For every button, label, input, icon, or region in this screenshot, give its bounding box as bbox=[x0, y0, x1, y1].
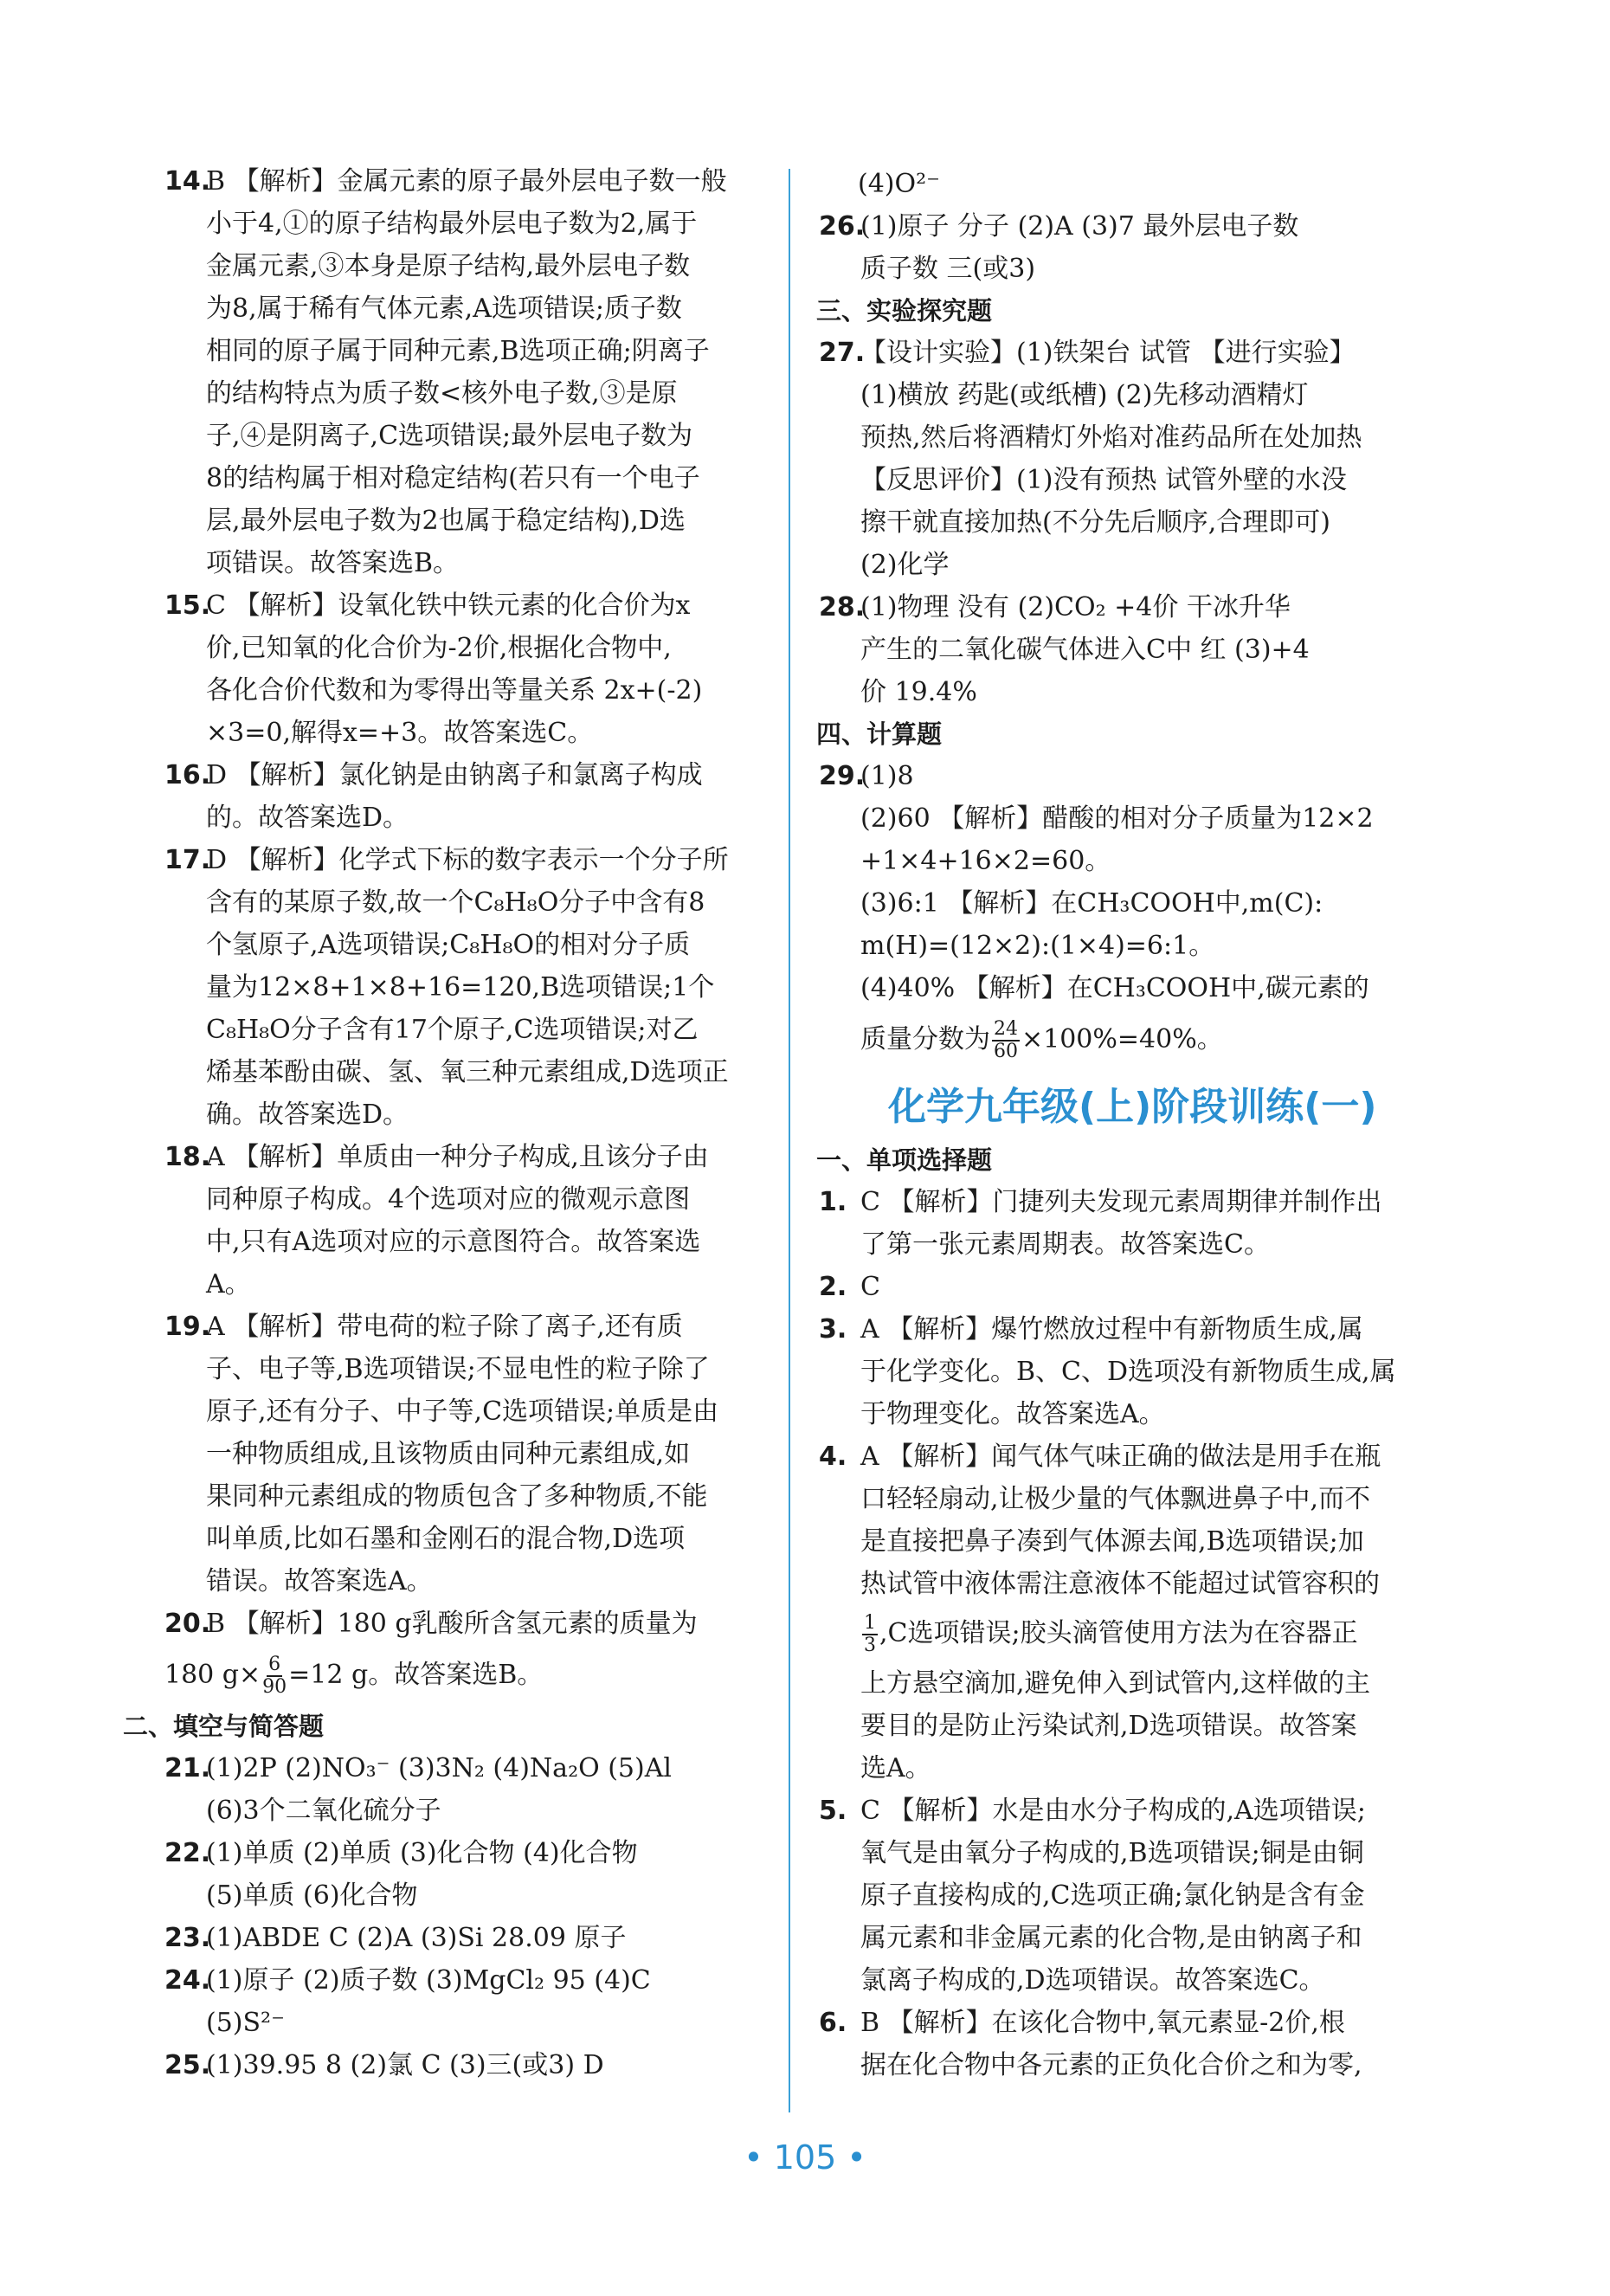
answer-line: ×3=0,解得x=+3。故答案选C。 bbox=[206, 718, 594, 748]
answer-line: (1)物理 没有 (2)CO₂ +4价 干冰升华 bbox=[860, 592, 1291, 622]
answer-line: B 【解析】在该化合物中,氧元素显-2价,根 bbox=[860, 2008, 1345, 2038]
answer-line: 项错误。故答案选B。 bbox=[206, 548, 460, 578]
answer-line: D 【解析】化学式下标的数字表示一个分子所 bbox=[206, 845, 729, 875]
answer-line: 了第一张元素周期表。故答案选C。 bbox=[860, 1229, 1270, 1260]
answer-line: C bbox=[860, 1272, 880, 1302]
item-number: 1. bbox=[819, 1187, 847, 1217]
answer-line: C 【解析】门捷列夫发现元素周期律并制作出 bbox=[860, 1187, 1382, 1217]
answer-line: 于化学变化。B、C、D选项没有新物质生成,属 bbox=[860, 1357, 1396, 1387]
item-number: 6. bbox=[819, 2008, 847, 2038]
item-number: 26. bbox=[819, 211, 866, 242]
left-column bbox=[123, 160, 762, 2086]
choice-answer-list-b bbox=[819, 1790, 1459, 2086]
answer-line: (1)横放 药匙(或纸槽) (2)先移动酒精灯 bbox=[860, 380, 1309, 410]
item-number: 14. bbox=[164, 166, 211, 197]
item-number: 2. bbox=[819, 1272, 847, 1302]
answer-line: (2)化学 bbox=[860, 550, 950, 580]
answer-item bbox=[164, 754, 762, 839]
item-number: 17. bbox=[164, 845, 211, 875]
answer-line: A 【解析】单质由一种分子构成,且该分子由 bbox=[206, 1142, 709, 1172]
section-heading-calculation: 四、计算题 bbox=[816, 719, 943, 749]
answer-line: 确。故答案选D。 bbox=[206, 1100, 409, 1130]
answer-line: 一种物质组成,且该物质由同种元素组成,如 bbox=[206, 1439, 691, 1469]
answer-continuation: (4)O²⁻ bbox=[858, 169, 940, 199]
answer-line: m(H)=(12×2):(1×4)=6:1。 bbox=[860, 931, 1215, 961]
answer-line: 质子数 三(或3) bbox=[860, 254, 1036, 284]
answer-line: (1)原子 分子 (2)A (3)7 最外层电子数 bbox=[860, 211, 1299, 242]
answer-item-20 bbox=[164, 1603, 762, 1706]
fill-in-answer-list bbox=[164, 1747, 762, 2086]
calculation-answer-list bbox=[819, 755, 1459, 1009]
answer-line: 价 19.4% bbox=[860, 677, 977, 707]
answer-line: 中,只有A选项对应的示意图符合。故答案选 bbox=[206, 1227, 701, 1257]
answer-item bbox=[164, 1747, 762, 1832]
answer-line: (4)40% 【解析】在CH₃COOH中,碳元素的 bbox=[860, 973, 1369, 1003]
item-number: 29. bbox=[819, 761, 866, 791]
answer-item bbox=[819, 1266, 1459, 1308]
answer-line: 口轻轻扇动,让极少量的气体飘进鼻子中,而不 bbox=[860, 1484, 1371, 1514]
answer-item bbox=[819, 1181, 1459, 1266]
answer-line: 含有的某原子数,故一个C₈H₈O分子中含有8 bbox=[206, 887, 705, 918]
right-answer-list-a bbox=[819, 205, 1459, 290]
section-heading-experiment: 三、实验探究题 bbox=[816, 296, 993, 326]
answer-item bbox=[164, 1306, 762, 1603]
answer-line: 个氢原子,A选项错误;C₈H₈O的相对分子质 bbox=[206, 930, 691, 960]
answer-item bbox=[819, 332, 1459, 586]
stage-training-title: 化学九年级(上)阶段训练(一) bbox=[888, 1085, 1377, 1129]
fraction: $\frac{6}{90}$ bbox=[262, 1654, 287, 1698]
answer-line: 氯离子构成的,D选项错误。故答案选C。 bbox=[860, 1965, 1325, 1996]
answer-item bbox=[164, 1136, 762, 1306]
answer-line: A。 bbox=[206, 1269, 251, 1300]
answer-line: (1)2P (2)NO₃⁻ (3)3N₂ (4)Na₂O (5)Al bbox=[206, 1753, 672, 1783]
answer-line: B 【解析】金属元素的原子最外层电子数一般 bbox=[206, 166, 727, 197]
answer-line: 价,已知氧的化合价为-2价,根据化合物中, bbox=[206, 633, 672, 663]
answer-line: 的结构特点为质子数<核外电子数,③是原 bbox=[206, 378, 678, 409]
item-number: 23. bbox=[164, 1923, 211, 1953]
answer-line: (1)8 bbox=[860, 761, 914, 791]
answer-line: 于物理变化。故答案选A。 bbox=[860, 1399, 1165, 1429]
answer-item-4 bbox=[819, 1435, 1459, 1790]
answer-line: 各化合价代数和为零得出等量关系 2x+(-2) bbox=[206, 675, 703, 706]
answer-line: (1)单质 (2)单质 (3)化合物 (4)化合物 bbox=[206, 1838, 638, 1868]
answer-line: (6)3个二氧化硫分子 bbox=[206, 1796, 441, 1826]
answer-line: C₈H₈O分子含有17个原子,C选项错误;对乙 bbox=[206, 1015, 699, 1045]
answer-line: 要目的是防止污染试剂,D选项错误。故答案 bbox=[860, 1711, 1357, 1741]
fraction: $\frac{24}{60}$ bbox=[994, 1018, 1018, 1062]
answer-item bbox=[819, 586, 1459, 713]
answer-line: A 【解析】爆竹燃放过程中有新物质生成,属 bbox=[860, 1314, 1363, 1345]
answer-item bbox=[819, 205, 1459, 290]
item-number: 5. bbox=[819, 1796, 847, 1826]
answer-line: 据在化合物中各元素的正负化合价之和为零, bbox=[860, 2050, 1362, 2080]
answer-line: 热试管中液体需注意液体不能超过试管容积的 bbox=[860, 1569, 1380, 1599]
item-number: 27. bbox=[819, 338, 866, 368]
answer-item bbox=[819, 1308, 1459, 1435]
answer-line: 的。故答案选D。 bbox=[206, 803, 409, 833]
item-number: 15. bbox=[164, 590, 211, 621]
item-number: 4. bbox=[819, 1441, 847, 1472]
answer-line: 产生的二氧化碳气体进入C中 红 (3)+4 bbox=[860, 635, 1310, 665]
answer-line: 同种原子构成。4个选项对应的微观示意图 bbox=[206, 1184, 691, 1215]
item-number: 22. bbox=[164, 1838, 211, 1868]
answer-line: (5)S²⁻ bbox=[206, 2008, 285, 2038]
fraction: $\frac{1}{3}$ bbox=[864, 1612, 876, 1656]
answer-line: A 【解析】带电荷的粒子除了离子,还有质 bbox=[206, 1312, 683, 1342]
answer-line: (5)单质 (6)化合物 bbox=[206, 1880, 418, 1911]
answer-line: 8的结构属于相对稳定结构(若只有一个电子 bbox=[206, 463, 700, 493]
section-heading-fill-in: 二、填空与简答题 bbox=[123, 1712, 325, 1741]
answer-line: 为8,属于稀有气体元素,A选项错误;质子数 bbox=[206, 293, 682, 324]
answer-line: (3)6:1 【解析】在CH₃COOH中,m(C): bbox=[860, 888, 1323, 919]
answer-line: D 【解析】氯化钠是由钠离子和氯离子构成 bbox=[206, 760, 703, 790]
answer-line: 层,最外层电子数为2也属于稳定结构),D选 bbox=[206, 506, 686, 536]
section-heading-single-choice: 一、单项选择题 bbox=[816, 1145, 993, 1175]
answer-item bbox=[164, 160, 762, 584]
answer-line: 子、电子等,B选项错误;不显电性的粒子除了 bbox=[206, 1354, 710, 1384]
answer-line: 果同种元素组成的物质包含了多种物质,不能 bbox=[206, 1481, 708, 1512]
experiment-answer-list bbox=[819, 332, 1459, 713]
answer-line: 量为12×8+1×8+16=120,B选项错误;1个 bbox=[206, 972, 715, 1003]
answer-line: (1)ABDE C (2)A (3)Si 28.09 原子 bbox=[206, 1923, 627, 1953]
right-column bbox=[816, 163, 1459, 2086]
answer-line: 【设计实验】(1)铁架台 试管 【进行实验】 bbox=[860, 338, 1356, 368]
answer-line: 原子直接构成的,C选项正确;氯化钠是含有金 bbox=[860, 1880, 1365, 1911]
answer-item bbox=[819, 1790, 1459, 2002]
item-number: 21. bbox=[164, 1753, 211, 1783]
answer-item bbox=[164, 2044, 762, 2086]
answer-line: (1)39.95 8 (2)氯 C (3)三(或3) D bbox=[206, 2050, 604, 2080]
answer-item bbox=[164, 1959, 762, 2044]
answer-item bbox=[819, 2002, 1459, 2086]
answer-item bbox=[164, 584, 762, 754]
answer-line: 错误。故答案选A。 bbox=[206, 1566, 433, 1596]
page-number: • 105 • bbox=[744, 2138, 866, 2177]
answer-item bbox=[164, 839, 762, 1136]
answer-line: A 【解析】闻气体气味正确的做法是用手在瓶 bbox=[860, 1441, 1381, 1472]
column-divider bbox=[789, 169, 790, 2112]
answer-line: +1×4+16×2=60。 bbox=[860, 846, 1111, 876]
answer-line: 相同的原子属于同种元素,B选项正确;阴离子 bbox=[206, 336, 710, 366]
answer-line: C 【解析】水是由水分子构成的,A选项错误; bbox=[860, 1796, 1366, 1826]
answer-line: 属元素和非金属元素的化合物,是由钠离子和 bbox=[860, 1923, 1362, 1953]
answer-line-fraction: 180 g× $\frac{6}{90}$ =12 g。故答案选B。 bbox=[164, 1654, 544, 1698]
answer-line: (1)原子 (2)质子数 (3)MgCl₂ 95 (4)C bbox=[206, 1965, 651, 1996]
answer-line: 氧气是由氧分子构成的,B选项错误;铜是由铜 bbox=[860, 1838, 1364, 1868]
item-number: 18. bbox=[164, 1142, 211, 1172]
item-number: 19. bbox=[164, 1312, 211, 1342]
answer-line-fraction: $\frac{1}{3}$ ,C选项错误;胶头滴管使用方法为在容器正 bbox=[864, 1612, 1358, 1656]
left-question-list bbox=[164, 160, 762, 1603]
answer-line: 烯基苯酚由碳、氢、氧三种元素组成,D选项正 bbox=[206, 1057, 729, 1087]
answer-line: 预热,然后将酒精灯外焰对准药品所在处加热 bbox=[860, 422, 1362, 453]
answer-fraction-line: 质量分数为 $\frac{24}{60}$ ×100%=40%。 bbox=[860, 1018, 1223, 1062]
answer-line: C 【解析】设氧化铁中铁元素的化合价为x bbox=[206, 590, 691, 621]
item-number: 24. bbox=[164, 1965, 211, 1996]
answer-line: 擦干就直接加热(不分先后顺序,合理即可) bbox=[860, 507, 1330, 538]
answer-line: 小于4,①的原子结构最外层电子数为2,属于 bbox=[206, 209, 698, 239]
item-number: 16. bbox=[164, 760, 211, 790]
item-number: 28. bbox=[819, 592, 866, 622]
answer-item bbox=[164, 1917, 762, 1959]
answer-item bbox=[164, 1832, 762, 1917]
answer-item bbox=[819, 755, 1459, 1009]
answer-line: 子,④是阴离子,C选项错误;最外层电子数为 bbox=[206, 421, 693, 451]
answer-line: 金属元素,③本身是原子结构,最外层电子数 bbox=[206, 251, 691, 281]
answer-line: 上方悬空滴加,避免伸入到试管内,这样做的主 bbox=[860, 1668, 1371, 1699]
answer-line: 是直接把鼻子凑到气体源去闻,B选项错误;加 bbox=[860, 1526, 1364, 1557]
answer-line: 选A。 bbox=[860, 1753, 931, 1783]
answer-line: B 【解析】180 g乳酸所含氢元素的质量为 bbox=[206, 1609, 698, 1639]
item-number: 20. bbox=[164, 1609, 211, 1639]
answer-line: 叫单质,比如石墨和金刚石的混合物,D选项 bbox=[206, 1524, 686, 1554]
choice-answer-list-a bbox=[819, 1181, 1459, 1435]
item-number: 3. bbox=[819, 1314, 847, 1345]
item-number: 25. bbox=[164, 2050, 211, 2080]
answer-line: (2)60 【解析】醋酸的相对分子质量为12×2 bbox=[860, 803, 1374, 834]
answer-line: 原子,还有分子、中子等,C选项错误;单质是由 bbox=[206, 1396, 719, 1427]
answer-line: 【反思评价】(1)没有预热 试管外壁的水没 bbox=[860, 465, 1348, 495]
